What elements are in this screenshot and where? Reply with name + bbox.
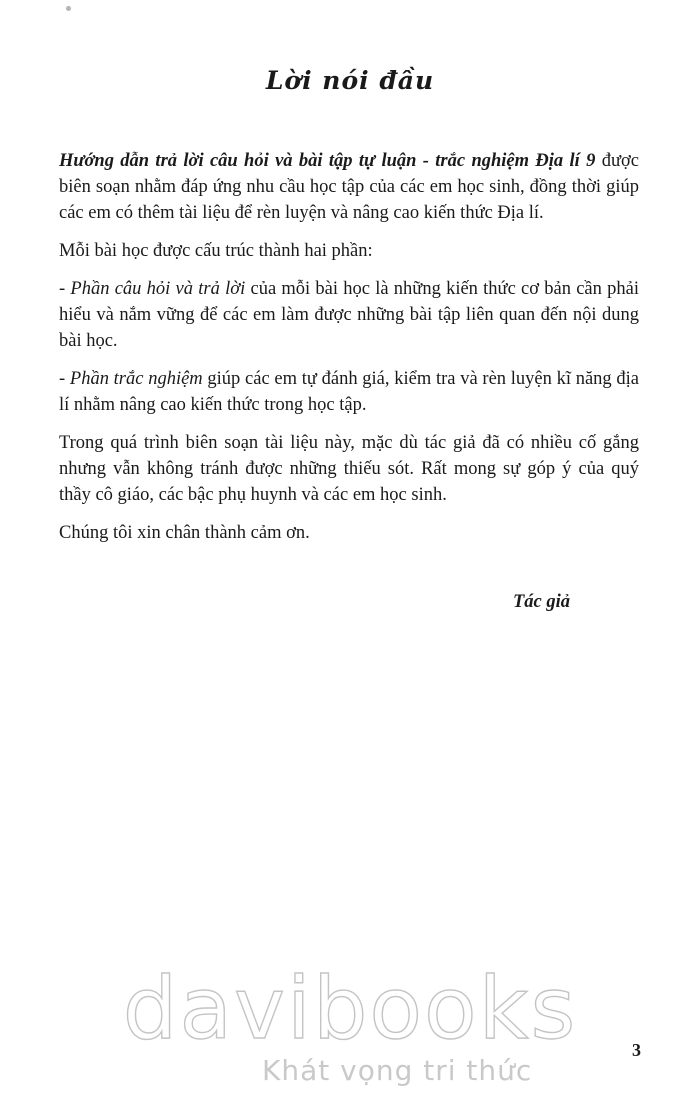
part2-prefix: - bbox=[59, 369, 70, 389]
page-number: 3 bbox=[632, 1040, 641, 1060]
part1-prefix: - bbox=[59, 279, 71, 299]
author-signature: Tác giả bbox=[512, 592, 570, 612]
davibooks-watermark-logo bbox=[122, 958, 578, 1059]
intro-text: được biên soạn nhằm đáp ứng nhu cầu học tập của các em học sinh, đồng thời giúp các em có thêm tài liệu để rèn luyện và nâng cao kiến thức Địa lí. bbox=[59, 151, 639, 223]
intro-paragraph bbox=[59, 148, 639, 226]
part1-name: Phần câu hỏi và trả lời bbox=[70, 279, 246, 299]
apology-paragraph: Trong quá trình biên soạn tài liệu này, mặc dù tác giả đã có nhiều cố gắng nhưng vẫn không tránh được những thiếu sót. Rất mong sự góp ý của quý thầy cô giáo, các bậc phụ huynh và các em học sinh. bbox=[59, 433, 639, 505]
watermark-logo-text: davibooks bbox=[122, 959, 578, 1059]
thanks-paragraph: Chúng tôi xin chân thành cảm ơn. bbox=[59, 523, 310, 543]
page-title: Lời nói đầu bbox=[265, 66, 435, 95]
watermark-tagline: Khát vọng tri thức bbox=[262, 1054, 533, 1087]
part2-name: Phần trắc nghiệm bbox=[69, 369, 203, 389]
part2-text: giúp các em tự đánh giá, kiểm tra và rèn luyện kĩ năng địa lí nhằm nâng cao kiến thức trong học tập. bbox=[59, 369, 639, 415]
part1-paragraph bbox=[59, 276, 639, 354]
paper-speck bbox=[66, 6, 71, 11]
structure-intro: Mỗi bài học được cấu trúc thành hai phần: bbox=[59, 241, 373, 261]
preface-body bbox=[59, 148, 639, 558]
part2-paragraph bbox=[59, 366, 639, 418]
part1-text: của mỗi bài học là những kiến thức cơ bản cần phải hiểu và nắm vững để các em làm được những bài tập liên quan đến nội dung bài học. bbox=[59, 279, 639, 351]
book-title: Hướng dẫn trả lời câu hỏi và bài tập tự luận - trắc nghiệm Địa lí 9 bbox=[59, 151, 596, 171]
